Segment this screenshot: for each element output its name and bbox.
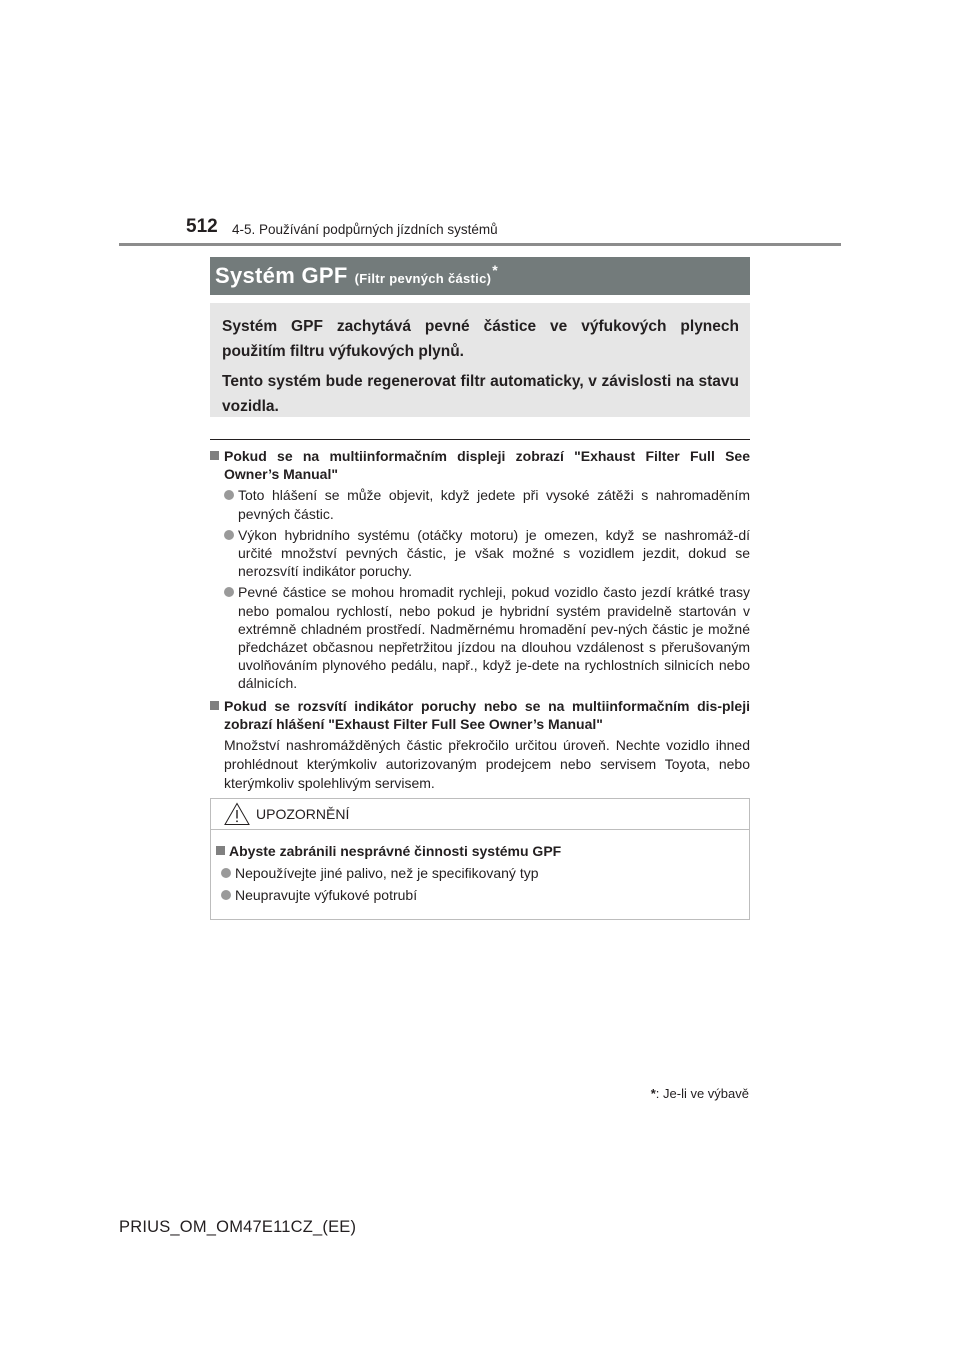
caution-box: [210, 798, 750, 920]
warning-triangle-icon: [224, 802, 250, 826]
round-bullet-icon: [224, 587, 234, 597]
topic-heading-text: Pokud se na multiinformačním displeji zobrazí "Exhaust Filter Full See Owner’s Manual": [224, 448, 750, 483]
caution-body: [211, 830, 749, 906]
round-bullet-icon: [221, 868, 231, 878]
caution-list-item: [216, 862, 749, 884]
footnote-asterisk: *: [650, 1086, 656, 1101]
caution-header: [211, 799, 749, 830]
footnote: [651, 1086, 749, 1101]
footnote-text: : Je-li ve výbavě: [655, 1086, 749, 1101]
section-subtitle-text: (Filtr pevných částic): [354, 270, 492, 286]
square-bullet-icon: [210, 701, 219, 710]
document-code: PRIUS_OM_OM47E11CZ_(EE): [119, 1218, 357, 1236]
list-item-text: Výkon hybridního systému (otáčky motoru) je omezen, když se nashromáž-dí určité množství pevných částic, je však možné s vozidlem jezdit, dokud se nerozsvítí indikátor poruchy.: [238, 526, 750, 580]
page-number: 512: [186, 216, 218, 237]
round-bullet-icon: [224, 490, 234, 500]
caution-topic-text: Abyste zabránili nesprávné činnosti systému GPF: [229, 843, 562, 859]
square-bullet-icon: [216, 846, 225, 855]
optional-equipment-asterisk: *: [492, 261, 498, 278]
section-title: Systém GPF: [215, 263, 348, 288]
content-divider: [210, 439, 750, 440]
section-title-banner: [210, 257, 750, 295]
intro-box: [210, 303, 750, 417]
list-item-text: Toto hlášení se může objevit, když jedete při vysoké zátěži s nahromaděním pevných částic.: [238, 487, 750, 522]
topic-heading: [210, 697, 750, 733]
caution-list-item: [216, 884, 749, 906]
square-bullet-icon: [210, 451, 219, 460]
main-content: [210, 447, 750, 793]
round-bullet-icon: [224, 530, 234, 540]
list-item-text: Pevné částice se mohou hromadit rychleji, pokud vozidlo často jezdí krátké trasy nebo pomalou rychlostí, nebo pokud je hybridní systém pravidelně startován v extrémně chladném prostředí. Nadměrnému hromadění pev-ných částic je možné předcházet občasnou nepřetržitou jízdou na dlouhou vzdálenost s přerušovaným uvolňováním plynového pedálu, např., když je-dete na rychlostních silnicích nebo dálnicích.: [238, 584, 750, 692]
caution-list-item-text: Nepoužívejte jiné palivo, než je specifikovaný typ: [235, 865, 539, 881]
topic-heading-text: Pokud se rozsvítí indikátor poruchy nebo se na multiinformačním dis-pleji zobrazí hlášení "Exhaust Filter Full See Owner’s Manual": [224, 697, 750, 732]
round-bullet-icon: [221, 890, 231, 900]
list-item: [210, 583, 750, 692]
topic-paragraph: Množství nashromážděných částic překročilo určitou úroveň. Nechte vozidlo ihned prohlédnout kterýmkoliv autorizovaným prodejcem nebo servisem Toyota, nebo kterýmkoliv spolehlivým servisem.: [224, 737, 750, 792]
caution-list-item-text: Neupravujte výfukové potrubí: [235, 887, 418, 903]
section-subtitle: [354, 261, 498, 287]
list-item: [210, 486, 750, 522]
caution-topic: [216, 840, 749, 862]
list-item: [210, 526, 750, 581]
intro-paragraph-2: Tento systém bude regenerovat filtr automaticky, v závislosti na stavu vozidla.: [222, 373, 739, 415]
chapter-title: 4-5. Používání podpůrných jízdních systémů: [232, 222, 498, 237]
topic-heading: [210, 447, 750, 483]
header-divider: [119, 243, 841, 246]
intro-paragraph-1: Systém GPF zachytává pevné částice ve výfukových plynech použitím filtru výfukových plynů.: [222, 318, 739, 360]
caution-label: UPOZORNĚNÍ: [256, 806, 350, 822]
